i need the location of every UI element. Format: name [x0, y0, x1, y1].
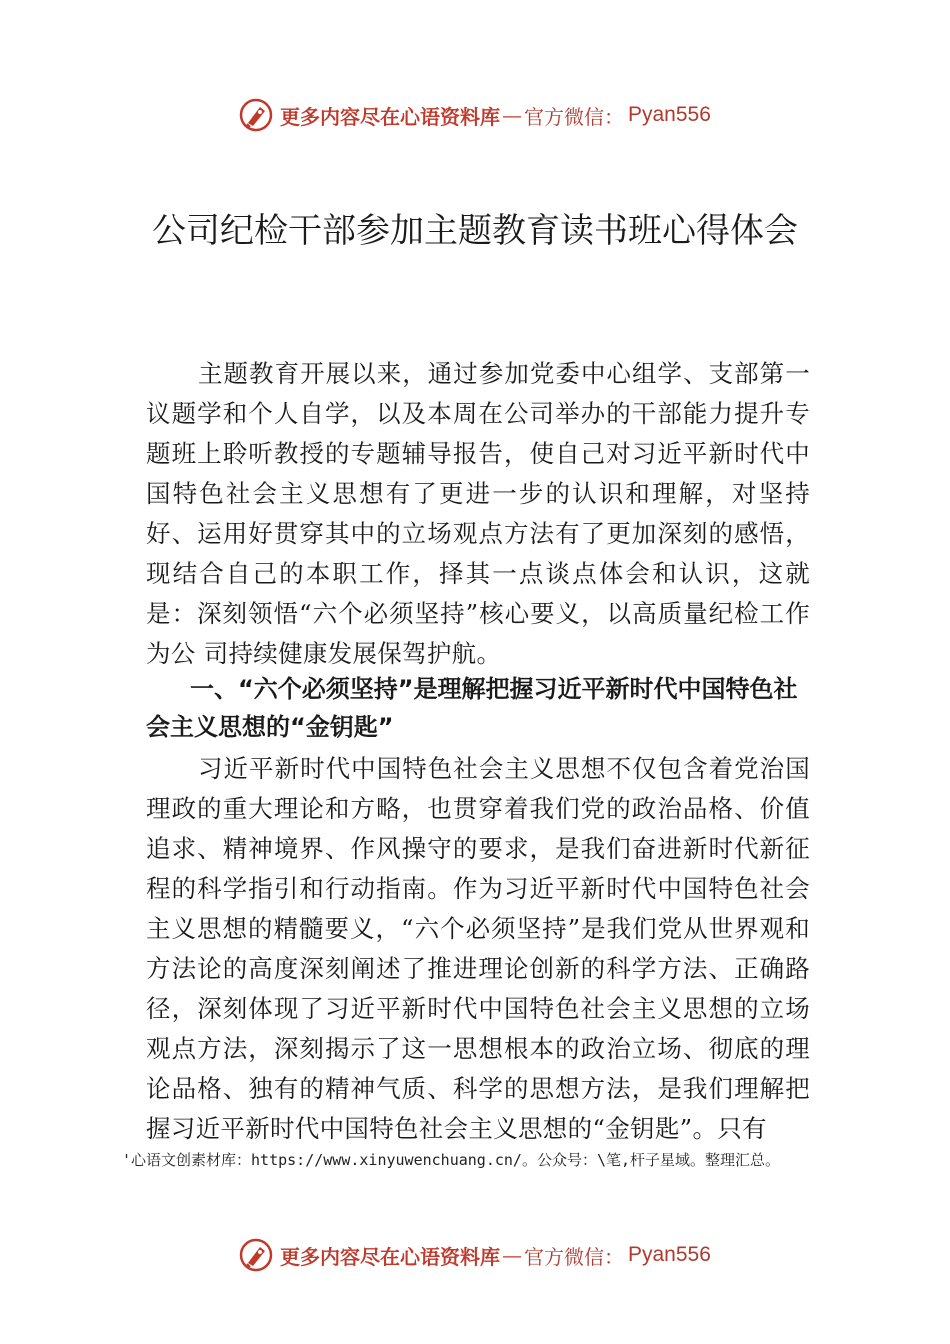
- paragraph-intro: 主题教育开展以来，通过参加党委中心组学、支部第一议题学和个人自学，以及本周在公司举办的干部能力提升专题班上聆听教授的专题辅导报告，使自己对习近平新时代中国特色社会主义思想有了更进一步的认识和理解，对坚持好、运用好贯穿其中的立场观点方法有了更加深刻的感悟，现结合自己的本职工作，择其一点谈点体会和认识，这就是：深刻领悟“六个必须坚持”核心要义，以高质量纪检工作为公 司持续健康发展保驾护航。: [146, 359, 810, 668]
- banner-dash: —: [502, 1243, 522, 1267]
- banner-dash: —: [502, 103, 522, 127]
- header-banner: [0, 90, 950, 140]
- banner-content: [238, 1236, 711, 1274]
- source-footnote: '心语文创素材库：https://www.xinyuwenchuang.cn/。公众号：\笔,杆子星域。整理汇总。: [122, 1151, 781, 1169]
- banner-wechat-id: Pyan556: [628, 1243, 711, 1266]
- pen-nib-icon: [238, 97, 274, 133]
- banner-content: [238, 96, 711, 134]
- footer-banner: [0, 1230, 950, 1280]
- document-title: 公司纪检干部参加主题教育读书班心得体会: [152, 211, 798, 251]
- pen-nib-icon: [238, 1237, 274, 1273]
- banner-title: 更多内容尽在心语资料库: [280, 104, 500, 129]
- banner-wechat-label: 官方微信：: [524, 104, 624, 129]
- banner-title: 更多内容尽在心语资料库: [280, 1244, 500, 1269]
- banner-wechat-label: 官方微信：: [524, 1244, 624, 1269]
- banner-wechat-id: Pyan556: [628, 103, 711, 126]
- section-heading-1: 一、“六个必须坚持”是理解把握习近平新时代中国特色社会主义思想的“金钥匙”: [146, 675, 798, 741]
- paragraph-section-1: 习近平新时代中国特色社会主义思想不仅包含着党治国理政的重大理论和方略，也贯穿着我们党的政治品格、价值追求、精神境界、作风操守的要求，是我们奋进新时代新征程的科学指引和行动指南。作为习近平新时代中国特色社会主义思想的精髓要义，“六个必须坚持”是我们党从世界观和方法论的高度深刻阐述了推进理论创新的科学方法、正确路径，深刻体现了习近平新时代中国特色社会主义思想的立场观点方法，深刻揭示了这一思想根本的政治立场、彻底的理论品格、独有的精神气质、科学的思想方法，是我们理解把握习近平新时代中国特色社会主义思想的“金钥匙”。只有: [146, 754, 810, 1143]
